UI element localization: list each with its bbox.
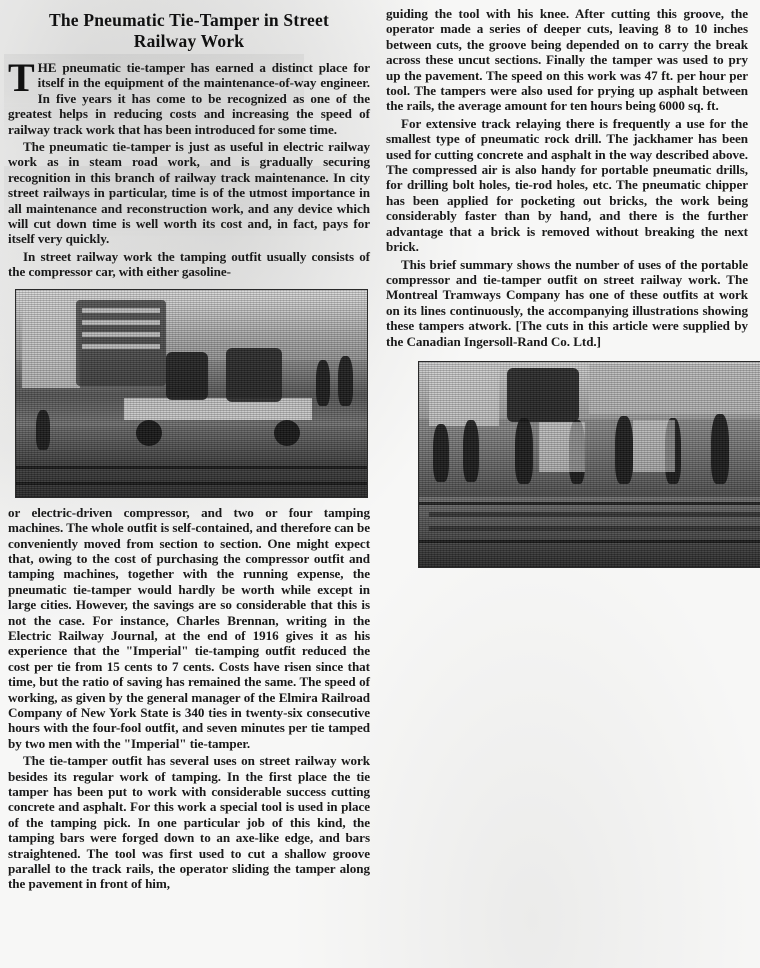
paragraph-3: In street railway work the tamping outfit usually consists of the compressor car, with either gasoline- <box>8 248 370 280</box>
paragraph-5: The tie-tamper outfit has several uses on street railway work besides its regular work of tamping. In the first place the tie tamper has been put to work with considerable success cutting concrete and asphalt. For this work a special tool is used in place of the tamping pick. In one particular job of this kind, the tamping bars were forged down to an axe-like edge, and bars straightened. The tool was first used to cut a shallow groove parallel to the track rails, the operator sliding the tamper along the pavement in front of him, <box>8 753 370 892</box>
photo-compressor-car <box>15 289 368 498</box>
article-headline <box>8 10 370 52</box>
paragraph-4: or electric-driven compressor, and two or four tamping machines. The whole outfit is self-contained, and therefore can be conveniently moved from section to section. One might expect that, owing to the cost of purchasing the compressor outfit and tamping machines, together with the running expense, the pneumatic tie-tamper would hardly be worth while except in large cities. However, the savings are so considerable that this is not the case. For instance, Charles Brennan, writing in the Electric Railway Journal, at the end of 1916 gives it as his experience that the "Imperial" tie-tamping outfit reduced the cost per tie from 15 cents to 7 cents. Costs have risen since that time, but the ratio of saving has remained the same. The speed of working, as given by the general manager of the Elmira Railroad Company of New York State is 340 ties in twenty-six consecutive hours with the four-fool outfit, and seven minutes per tie tamped by two men with the "Imperial" tie-tamper. <box>8 504 370 751</box>
paragraph-r1: guiding the tool with his knee. After cutting this groove, the operator made a series of deeper cuts, leaving 8 to 10 inches between cuts, the groove being depended on to carry the break across these uncut sections. Finally the tamper was used to pry up the pavement. The speed on this work was 47 ft. per hour per tool. The tampers were also used for prying up asphalt between the rails, the average amount for ten hours being 6000 sq. ft. <box>386 6 748 114</box>
headline-line-1: The Pneumatic Tie-Tamper in Street <box>49 10 329 30</box>
headline-line-2: Railway Work <box>133 31 245 51</box>
photo-track-gang <box>418 361 760 568</box>
paragraph-1 <box>8 55 370 137</box>
two-column-layout <box>8 6 752 968</box>
paragraph-2: The pneumatic tie-tamper is just as useful in electric railway work as in steam road work, and is gradually securing recognition in this branch of railway track maintenance. In city street railways in particular, time is of the utmost importance in all maintenance and reconstruction work, and any device which will cut down time is well worth its cost and, in fact, pays for itself very quickly. <box>8 139 370 247</box>
left-column <box>8 6 370 968</box>
right-column <box>386 6 748 968</box>
paragraph-1-text: HE pneumatic tie-tamper has earned a distinct place for itself in the equipment of the maintenance-of-way engineer. In five years it has come to be recognized as one of the greatest helps in reducing costs and increasing the speed of railway track work that has been introduced for some time. <box>8 60 370 137</box>
photo2-halftone-grain <box>419 362 760 567</box>
drop-cap: T <box>8 55 35 100</box>
paragraph-r2: For extensive track relaying there is frequently a use for the smallest type of pneumatic rock drill. The jackhamer has been used for cutting concrete and asphalt in the way described above. The compressed air is also handy for portable pneumatic drills, for drilling bolt holes, tie-rod holes, etc. The pneumatic chipper has been applied for pocketing out bricks, the work being considerably faster than by hand, and there is the further advantage that a brick is removed without breaking the next brick. <box>386 115 748 255</box>
photo-halftone-grain <box>16 290 367 497</box>
paragraph-r3: This brief summary shows the number of uses of the portable compressor and tie-tamper outfit on street railway work. The Montreal Tramways Company has one of these outfits at work on its lines continuously, the accompanying illustrations showing these tampers atwork. [The cuts in this article were supplied by the Canadian Ingersoll-Rand Co. Ltd.] <box>386 256 748 349</box>
